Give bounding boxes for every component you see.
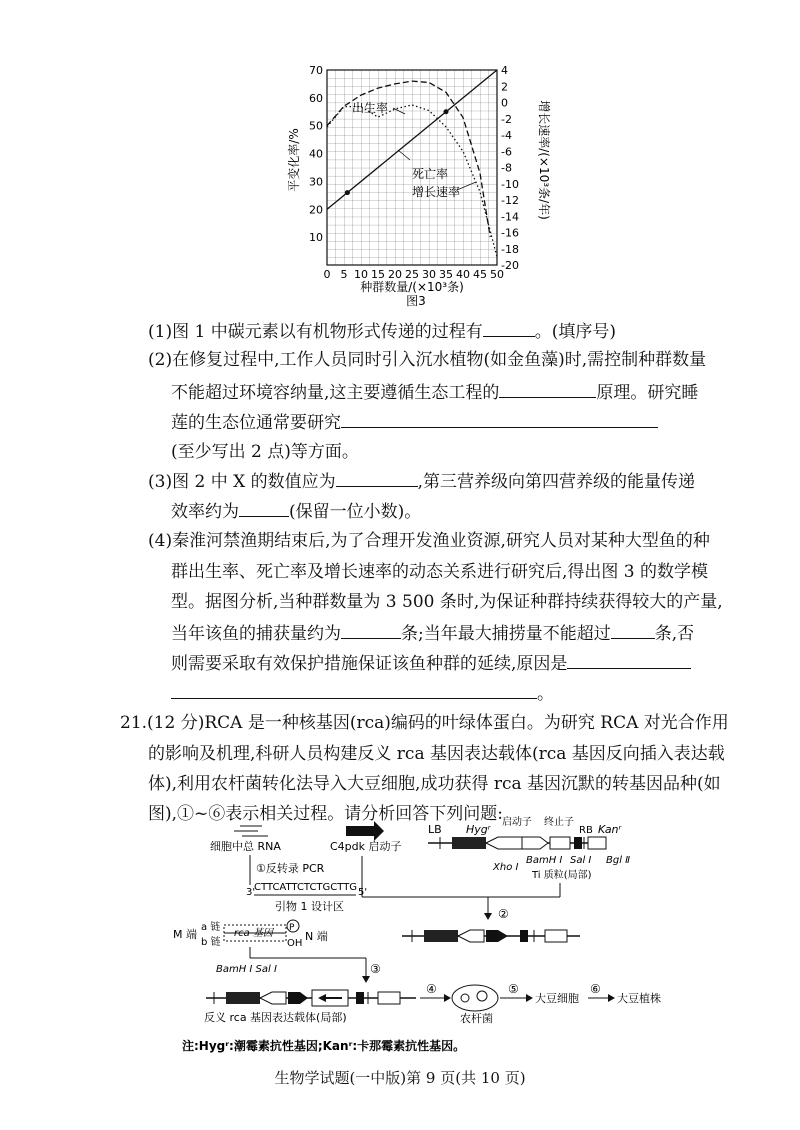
y-right-tick-label: -20 [501, 259, 519, 272]
y-left-tick-label: 20 [309, 203, 323, 217]
question-21-line3: 体),利用农杆菌转化法导入大豆细胞,成功获得 rca 基因沉默的转基因品种(如 [148, 774, 721, 794]
label-step6: ⑥ [590, 982, 601, 996]
label-bamhi: BamH Ⅰ [526, 855, 563, 866]
x-tick-label: 35 [439, 268, 453, 281]
y-left-tick-label: 60 [309, 91, 323, 105]
x-tick-label: 0 [323, 268, 331, 281]
question-3-line2: 效率约为 (保留一位小数)。 [171, 502, 422, 522]
label-lb: LB [428, 823, 442, 836]
label-rca-gene: rca 基因 [234, 928, 273, 939]
label-soybean-cell: 大豆细胞 [535, 992, 579, 1005]
question-4-line1: (4)秦淮河禁渔期结束后,为了合理开发渔业资源,研究人员对某种大型鱼的种 [148, 531, 710, 551]
answer-blank[interactable] [567, 652, 691, 669]
x-tick-label: 10 [354, 268, 368, 281]
label-terminator: 终止子 [544, 817, 574, 828]
label-primer-region: 引物 1 设计区 [275, 900, 344, 913]
chart-title: 图3 [406, 294, 426, 308]
question-1: (1)图 1 中碳元素以有机物形式传递的过程有 。(填序号) [148, 322, 616, 342]
annotation-birth-rate: 出生率 [352, 101, 389, 115]
label-step4: ④ [426, 982, 437, 996]
question-3-line1: (3)图 2 中 X 的数值应为 ,第三营养级向第四营养级的能量传递 [148, 472, 696, 492]
question-2-line2: 不能超过环境容纳量,这主要遵循生态工程的 原理。研究睡 [171, 383, 699, 403]
label-promoter: 启动子 [502, 817, 532, 828]
annotation-death-rate: 死亡率 [412, 167, 449, 181]
label-step3: ③ [370, 962, 381, 976]
y-left-tick-label: 40 [309, 147, 323, 161]
label-kan: Kanʳ [598, 823, 622, 836]
answer-blank[interactable] [499, 381, 596, 398]
label-3prime: 3' [246, 887, 256, 898]
y-right-tick-label: -8 [501, 161, 512, 175]
label-hyg: Hygʳ [466, 823, 491, 836]
gene-construct-diagram [170, 815, 680, 1060]
question-21-line4: 图),①~⑥表示相关过程。请分析回答下列问题: [148, 804, 504, 824]
label-bglii: Bgl Ⅱ [606, 855, 631, 866]
y-right-tick-label: -4 [501, 129, 512, 142]
y-right-tick-label: -2 [501, 112, 512, 126]
y-right-axis-label: 增长速率/(×10³条/年) [537, 100, 551, 220]
y-right-tick-label: -18 [501, 242, 519, 256]
question-2-line3: 莲的生态位通常要研究 [171, 411, 658, 433]
intersection-point [444, 109, 449, 114]
label-primer-seq: CTTCATTCTCTGCTTG [254, 882, 358, 893]
answer-blank[interactable] [483, 320, 535, 337]
label-step5: ⑤ [508, 982, 519, 996]
question-21-line1: 21.(12 分)RCA 是一种核基因(rca)编码的叶绿体蛋白。为研究 RCA 对光合作用 [120, 713, 729, 733]
label-n-end: N 端 [305, 930, 328, 943]
antisense-vector-map [206, 990, 416, 1006]
label-oh: OH [287, 938, 303, 949]
figure-3-chart [280, 60, 560, 310]
answer-blank[interactable] [341, 622, 401, 639]
x-tick-label: 25 [405, 268, 419, 281]
x-tick-label: 20 [388, 268, 402, 281]
question-4-line2: 群出生率、死亡率及增长速率的动态关系进行研究后,得出图 3 的数学模 [171, 562, 709, 582]
intersection-point [345, 190, 350, 195]
label-xhoi: Xho Ⅰ [493, 862, 519, 873]
y-left-tick-label: 30 [309, 175, 323, 189]
annotation-growth-rate: 增长速率 [412, 185, 461, 199]
answer-blank[interactable] [341, 411, 658, 428]
label-b-chain: b 链 [201, 937, 221, 948]
label-c4pdk: C4pdk 启动子 [330, 840, 402, 853]
label-soybean-plant: 大豆植株 [617, 992, 661, 1005]
intermediate-vector-map [402, 930, 580, 942]
label-a-chain: a 链 [201, 922, 221, 933]
question-4-line4: 当年该鱼的捕获量约为 条;当年最大捕捞量不能超过 条,否 [171, 624, 695, 644]
question-2-line1: (2)在修复过程中,工作人员同时引入沉水植物(如金鱼藻)时,需控制种群数量 [148, 350, 707, 370]
kan-gene-box [588, 837, 606, 849]
y-right-tick-label: -16 [501, 226, 519, 240]
y-right-tick-label: 2 [501, 80, 508, 94]
label-sali: Sal Ⅰ [570, 855, 592, 866]
answer-blank[interactable] [239, 500, 289, 517]
y-right-tick-label: -10 [501, 177, 519, 191]
answer-blank[interactable] [611, 622, 655, 639]
answer-blank[interactable] [336, 470, 418, 487]
label-total-rna: 细胞中总 RNA [210, 840, 281, 853]
question-2-line4: (至少写出 2 点)等方面。 [171, 442, 359, 462]
question-4-line5: 则需要采取有效保护措施保证该鱼种群的延续,原因是 [171, 652, 691, 674]
x-tick-label: 40 [456, 268, 470, 281]
question-21-line2: 的影响及机理,科研人员构建反义 rca 基因表达载体(rca 基因反向插入表达载 [148, 744, 725, 764]
label-bamhi-sali: BamH Ⅰ Sal Ⅰ [216, 964, 277, 975]
diagram-note: 注:Hygʳ:潮霉素抗性基因;Kanʳ:卡那霉素抗性基因。 [182, 1039, 466, 1053]
label-ti-plasmid: Ti 质粒(局部) [532, 870, 592, 881]
label-step2: ② [498, 907, 509, 921]
y-left-tick-label: 50 [309, 119, 323, 133]
label-antisense-vector: 反义 rca 基因表达载体(局部) [204, 1011, 347, 1024]
y-right-tick-label: -6 [501, 145, 512, 159]
label-5prime: 5' [358, 887, 368, 898]
rna-icon [234, 826, 268, 836]
y-left-tick-label: 70 [309, 64, 323, 77]
label-m-end: M 端 [173, 928, 197, 941]
y-left-tick-label: 10 [309, 231, 323, 245]
y-left-axis-label: 平变化率/% [287, 128, 301, 192]
x-tick-label: 30 [422, 268, 436, 281]
label-p: P [289, 923, 295, 933]
agrobacterium-icon [452, 985, 498, 1011]
x-tick-label: 50 [490, 268, 504, 281]
label-rb: RB [579, 825, 593, 836]
x-tick-label: 45 [473, 268, 487, 281]
label-rt-pcr: ①反转录 PCR [256, 862, 325, 875]
c4pdk-promoter-icon [346, 821, 384, 841]
page-footer: 生物学试题(一中版)第 9 页(共 10 页) [274, 1069, 526, 1087]
question-4-line3: 型。据图分析,当种群数量为 3 500 条时,为保证种群持续获得较大的产量, [171, 592, 723, 612]
ti-plasmid-map [428, 837, 606, 849]
x-tick-label: 5 [340, 268, 348, 281]
question-4-line6: 。 [171, 682, 554, 704]
y-right-tick-label: -14 [501, 210, 519, 224]
y-right-tick-label: 0 [501, 96, 508, 110]
answer-blank[interactable] [171, 682, 537, 699]
y-right-tick-label: -12 [501, 194, 519, 207]
label-agrobacterium: 农杆菌 [460, 1012, 493, 1025]
y-right-tick-label: 4 [501, 64, 508, 77]
x-tick-label: 15 [371, 268, 385, 281]
x-axis-label: 种群数量/(×10³条) [360, 280, 464, 294]
